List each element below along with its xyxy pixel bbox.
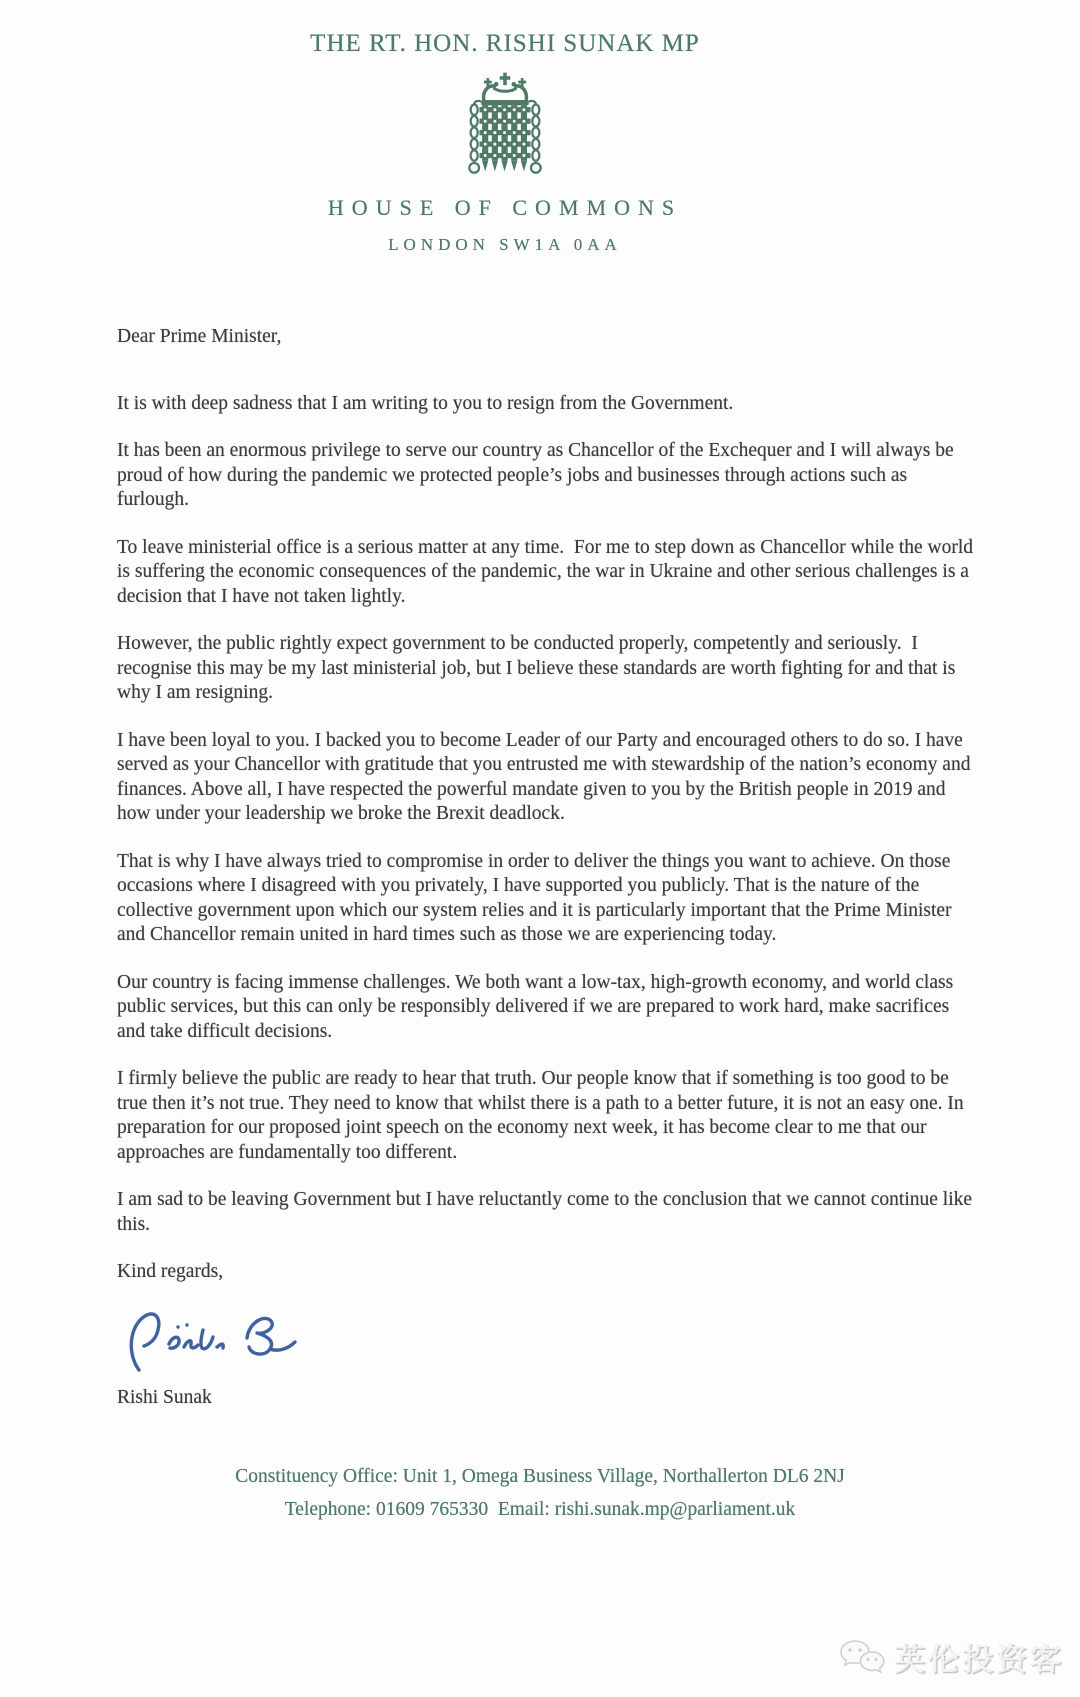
paragraph: That is why I have always tried to compromise in order to deliver the things you want to achieve. On those occasions where I disagreed with you privately, I have supported you publicly. That is the nature of the collective government upon which our system relies and it is particularly important that the Prime Minister and Chancellor remain united in hard times such as those we are experiencing today. <box>117 850 952 945</box>
salutation: Dear Prime Minister, <box>117 326 282 347</box>
paragraph: However, the public rightly expect government to be conducted properly, competently and seriously. I recognise this may be my last ministerial job, but I believe these standards are worth fighting for and that is why I am resigning. <box>117 633 956 703</box>
constituency-footer <box>0 1460 1080 1526</box>
mp-name-line: THE RT. HON. RISHI SUNAK MP <box>310 30 700 57</box>
signature-icon <box>123 1308 303 1376</box>
paragraph: Our country is facing immense challenges. We both want a low-tax, high-growth economy, and world class public services, but this can only be responsibly delivered if we are prepared to work hard, make sacrifices and take difficult decisions. <box>117 971 954 1042</box>
watermark-text: 英伦投资客 <box>894 1642 1064 1678</box>
paragraph: I firmly believe the public are ready to hear that truth. Our people know that if something is too good to be true then it’s not true. They need to know that whilst there is a path to a better future, it is not an easy one. In preparation for our proposed joint speech on the economy next week, it has become clear to me that our approaches are fundamentally too different. <box>117 1068 964 1163</box>
house-of-commons-address: LONDON SW1A 0AA <box>388 235 622 254</box>
house-of-commons-title: HOUSE OF COMMONS <box>327 195 683 220</box>
wechat-logo-icon <box>839 1638 885 1676</box>
watermark <box>839 1634 1064 1679</box>
closing-regards: Kind regards, <box>117 1261 224 1282</box>
paragraph: It is with deep sadness that I am writing to you to resign from the Government. <box>117 392 734 414</box>
footer-constituency-line: Constituency Office: Unit 1, Omega Business Village, Northallerton DL6 2NJ <box>235 1466 845 1487</box>
paragraph: To leave ministerial office is a serious matter at any time. For me to step down as Chancellor while the world is suffering the economic consequences of the pandemic, the war in Ukraine and other serious challenges is a decision that I have not taken lightly. <box>117 536 974 607</box>
paragraph: It has been an enormous privilege to serve our country as Chancellor of the Exchequer and I will always be proud of how during the pandemic we protected people’s jobs and businesses through actions such as furlough. <box>117 440 954 510</box>
letterhead <box>0 0 1010 255</box>
letter-body <box>117 325 975 1410</box>
paragraph: I have been loyal to you. I backed you to become Leader of our Party and encouraged others to do so. I have served as your Chancellor with gratitude that you entrusted me with stewardship of the nation’s economy and finances. Above all, I have respected the powerful mandate given to you by the British people in 2019 and how under your leadership we broke the Brexit deadlock. <box>117 729 971 824</box>
footer-contact-line: Telephone: 01609 765330 Email: rishi.sunak.mp@parliament.uk <box>284 1499 796 1520</box>
paragraph: I am sad to be leaving Government but I have reluctantly come to the conclusion that we cannot continue like this. <box>117 1189 973 1235</box>
portcullis-crest-icon <box>452 71 558 189</box>
sender-name: Rishi Sunak <box>117 1386 212 1408</box>
